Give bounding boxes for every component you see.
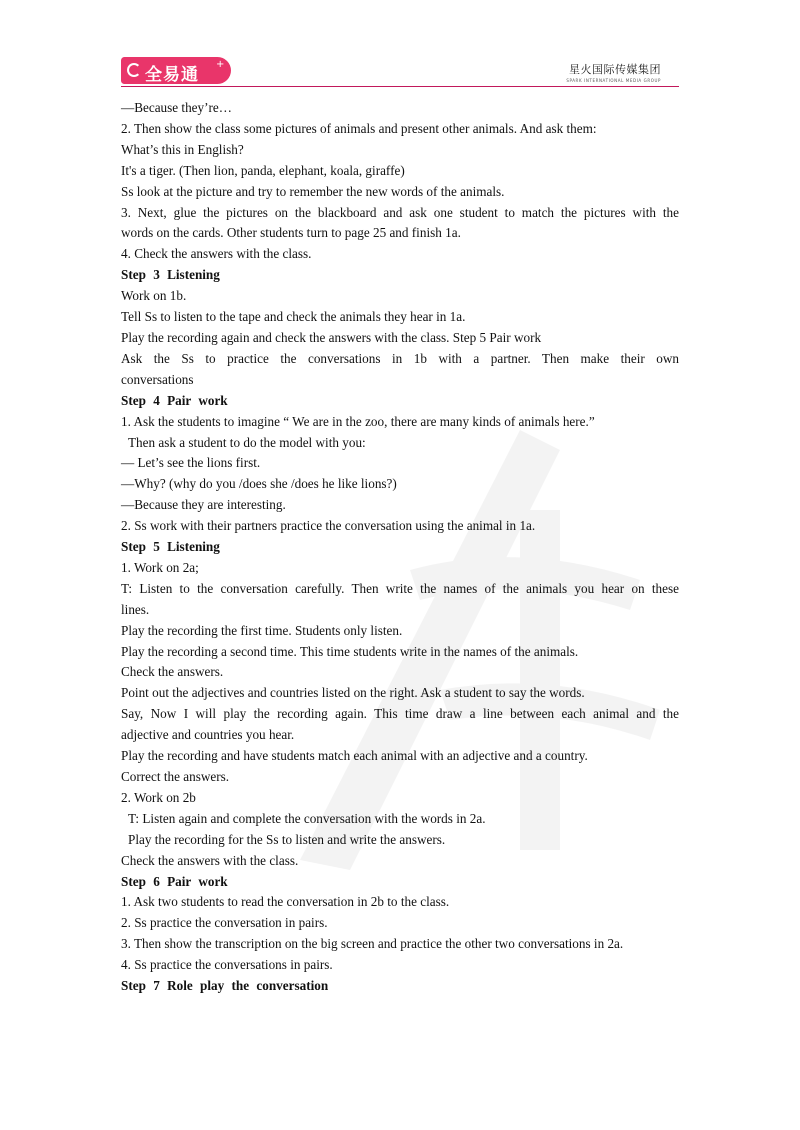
text-line: Ss look at the picture and try to remember the new words of the animals.	[121, 183, 505, 199]
text-line: Say, Now I will play the recording again. This time draw a line between each animal and the	[121, 706, 679, 722]
text-line: Play the recording the first time. Students only listen.	[121, 622, 403, 638]
text-line: Ask the Ss to practice the conversations in 1b with a partner. Then make their own	[121, 350, 679, 366]
text-line: —Because they’re…	[121, 100, 232, 115]
text-line: It's a tiger. (Then lion, panda, elephant, koala, giraffe)	[121, 162, 405, 178]
text-line: 2. Ss work with their partners practice the conversation using the animal in 1a.	[121, 518, 536, 534]
text-line: T: Listen again and complete the conversation with the words in 2a.	[128, 810, 486, 826]
text-line: conversations	[121, 371, 194, 387]
text-line: 4. Check the answers with the class.	[121, 246, 312, 262]
text-line: —Because they are interesting.	[121, 497, 286, 513]
text-line: 3. Then show the transcription on the big screen and practice the other two conversations in 2a.	[121, 936, 624, 952]
brand-name-cn: 星火国际传媒集团	[569, 63, 661, 76]
logo-text: 全易通	[145, 65, 199, 85]
text-line: — Let’s see the lions first.	[121, 455, 261, 471]
logo-swirl-icon	[127, 63, 141, 77]
text-line: Check the answers with the class.	[121, 852, 299, 868]
text-line: 1. Ask the students to imagine “ We are in the zoo, there are many kinds of animals here.”	[121, 413, 595, 429]
text-line: What’s this in English?	[121, 141, 244, 157]
text-line: lines.	[121, 601, 150, 617]
text-line: Play the recording again and check the answers with the class. Step 5 Pair work	[121, 329, 542, 345]
brand-name-en: SPARK INTERNATIONAL MEDIA GROUP	[566, 78, 661, 83]
text-line: 2. Then show the class some pictures of animals and present other animals. And ask them:	[121, 120, 597, 136]
text-line: Then ask a student to do the model with you:	[128, 434, 366, 450]
step-heading: Step 4 Pair work	[121, 392, 228, 408]
text-line: Correct the answers.	[121, 769, 230, 784]
text-line: T: Listen to the conversation carefully. Then write the names of the animals you hear on these	[121, 580, 679, 596]
text-line: adjective and countries you hear.	[121, 727, 295, 743]
text-line: Tell Ss to listen to the tape and check the animals they hear in 1a.	[121, 309, 466, 325]
text-line: —Why? (why do you /does she /does he like lions?)	[121, 476, 397, 492]
document-body	[121, 98, 679, 997]
step-heading: Step 5 Listening	[121, 539, 220, 555]
text-line: Point out the adjectives and countries listed on the right. Ask a student to say the words.	[121, 685, 585, 701]
text-line: Play the recording and have students match each animal with an adjective and a country.	[121, 748, 588, 764]
text-line: 3. Next, glue the pictures on the blackboard and ask one student to match the pictures with the	[121, 204, 679, 220]
text-line: Check the answers.	[121, 664, 224, 680]
page-header	[121, 55, 679, 87]
text-line: 1. Ask two students to read the conversation in 2b to the class.	[121, 894, 450, 910]
text-line: 1. Work on 2a;	[121, 559, 199, 575]
text-line: words on the cards. Other students turn to page 25 and finish 1a.	[121, 225, 461, 241]
text-line: 4. Ss practice the conversations in pairs.	[121, 957, 333, 973]
brand-block	[566, 61, 661, 83]
header-divider	[121, 86, 679, 87]
logo-plus-icon: +	[216, 59, 225, 70]
step-heading: Step 7 Role play the conversation	[121, 978, 329, 994]
step-heading: Step 3 Listening	[121, 267, 220, 283]
text-line: 2. Work on 2b	[121, 789, 196, 805]
text-line: Play the recording a second time. This time students write in the names of the animals.	[121, 643, 579, 659]
text-line: Play the recording for the Ss to listen and write the answers.	[128, 831, 446, 847]
text-line: Work on 1b.	[121, 288, 187, 304]
text-line: 2. Ss practice the conversation in pairs.	[121, 915, 328, 931]
logo	[121, 57, 231, 84]
step-heading: Step 6 Pair work	[121, 873, 228, 889]
